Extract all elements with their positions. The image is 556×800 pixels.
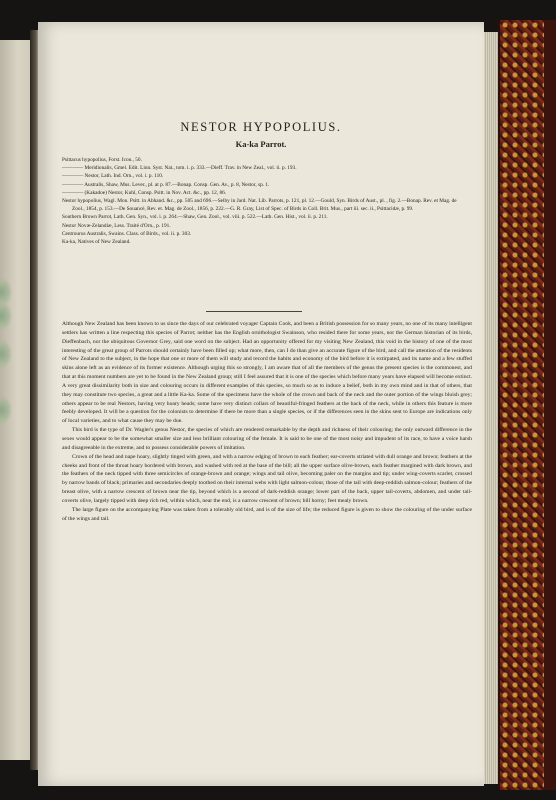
synonym-entry: ———— (Kakadoe) Nestor, Kuhl, Consp. Psitt. in Nov. Act. &c., pp. 12, 86. [62,189,227,196]
synonym-entry: ———— Australis, Shaw, Mus. Lever., pl. at p. 87.—Bonap. Consp. Gen. Av., p. 8, Nestor, sp. 1. [62,181,270,188]
body-text [62,320,472,523]
facing-plate-edge [0,40,32,760]
species-title: NESTOR HYPOPOLIUS. [180,120,342,134]
synonym-entry: ———— Nestor, Lath. Ind. Orn., vol. i. p. 110. [62,173,164,180]
binding-edge [544,20,556,790]
synonym-entry: Southern Brown Parrot, Lath. Gen. Syn., vol. i. p. 264.—Shaw, Gen. Zool., vol. viii. p. 522.—Lath. Gen. Hist., vol. ii. p. 211. [62,214,328,221]
synonymy-list [62,156,462,246]
body-paragraph: This bird is the type of Dr. Wagler's genus Nestor, the species of which are rendered remarkable by the depth and richness of their colouring; the only outward difference in the sexes would appear to be the somewhat smaller size and less brilliant colouring of the female. It is said to be one of the most noisy and impudent of its race, to have a voice harsh and disagreeable in the extreme, and to possess considerable powers of imitation. [62,427,472,451]
plate-foliage-2 [0,302,12,330]
plate-foliage-4 [0,396,12,424]
synonym-entry: Centrourus Australis, Swains. Class. of Birds., vol. ii. p. 303. [62,230,192,237]
common-name: Ka-ka Parrot. [235,139,287,149]
body-paragraph: Although New Zealand has been known to us since the days of our celebrated voyager Captain Cook, and been a British possession for so many years, no one of its many intelligent settlers has written a line respecting this species of Parrot; neither has the English ornithologist Swainson, who resided there for some years, nor the German historian of its birds, Dieffenbach, nor the ubiquitous Governor Grey, said one word on the subject. Had an opportunity offered for my visiting New Zealand, this void in the history of one of the most interesting of the great group of Parrots should certainly have been filled up; what more, then, can I do than give an accurate figure of the bird, and call the attention of the residents of New Zealand to the subject, in the hope that one or more of them will study and record the habits and economy of the bird before it is extirpated, and its name and a few stuffed skins alone left as an evidence of its former existence. Although urging this so strongly, I am aware that of all the members of the genus the present species is the commonest, and that at this moment numbers are yet to be found in the New Zealand group; still I feel assured that it is one of the species which before many years have elapsed will become extinct. A very great dissimilarity both in size and colouring occurs in different examples of this species, so much so as to induce a belief, both in my own mind and in that of others, that they may constitute two species, a great and a little Ka-ka. Some of the specimens have the whole of the crown and back of the neck and the outer portion of the wings bluish grey; others appear to be real Nestors, having very hoary heads; some have very distinct collars of beautiful-fringed feathers at the back of the neck, while in others this feature is more feebly developed. It will be a question for the colonists to determine if there be more than a single species, or if the differences seen in the skins sent to Europe are indications only of local varieties, and to what cause they may be due. [62,321,472,425]
synonym-entry: ———— Meridionalis, Gmel. Edit. Linn. Syst. Nat., tom. i. p. 333.—Dieff. Trav. in New Zeal., vol. ii. p. 193. [62,165,297,172]
synonym-entry: Nestor hypopolius, Wagl. Mon. Psitt. in Abhand. &c., pp. 505 and 696.—Selby in Jard. Nat. Lib. Parrots, p. 121, pl. 12.—Gould, Syn. Birds of Aust., pl. , fig. 2.—Bonap. Rev. et Mag. de Zool., 1854, p. 153.—De Souancé, Rev. et. Mag. de Zool., 1856, p. 222.—G. R. Gray, List of Spec. of Birds in Coll. Brit. Mus., part iii. sec. ii., Psittacidæ, p. 99. [62,198,457,213]
synonym-entry: Ka-ka, Natives of New Zealand. [62,239,131,246]
body-paragraph: Crown of the head and nape hoary, slightly tinged with green, and with a narrow edging of brown to each feather; ear-coverts striated with dull orange and brown; feathers at the cheeks and front of the throat hoary bordered with brown, and washed with red at the base of the bill; all the upper surface olive-brown, each feather margined with dark brown, and the feathers of the neck tipped with three semicircles of orange-brown and orange; wings and tail olive, becoming paler on the margins and tip; under wing-coverts scarlet, crossed by narrow bands of black; primaries and secondaries deeply toothed on their internal webs with light salmon-colour, those of the tail with deep-reddish salmon-colour; feathers of the breast olive, with a narrow crescent of brown near the tip, beyond which is a second of dark-reddish orange; lower part of the back, upper tail-coverts, abdomen, and under tail-coverts olive, largely tipped with deep rich red, within which, near the end, is a narrow crescent of brown; bill horny; feet mealy brown. [62,453,473,504]
book-page [38,22,484,786]
plate-foliage-3 [0,340,12,368]
synonym-entry: Psittacus hypopolius, Forst. Icon., 50. [62,157,142,163]
page-edges [484,32,498,784]
section-divider [206,311,302,312]
body-paragraph: The large figure on the accompanying Plate was taken from a tolerably old bird, and is of the size of life; the reduced figure is given to show the colouring of the under surface of the wings and tail. [62,506,472,522]
synonym-entry: Nestor Novæ-Zelandiæ, Less. Traité d'Orn., p. 191. [62,222,171,229]
decorative-binding [498,20,548,790]
